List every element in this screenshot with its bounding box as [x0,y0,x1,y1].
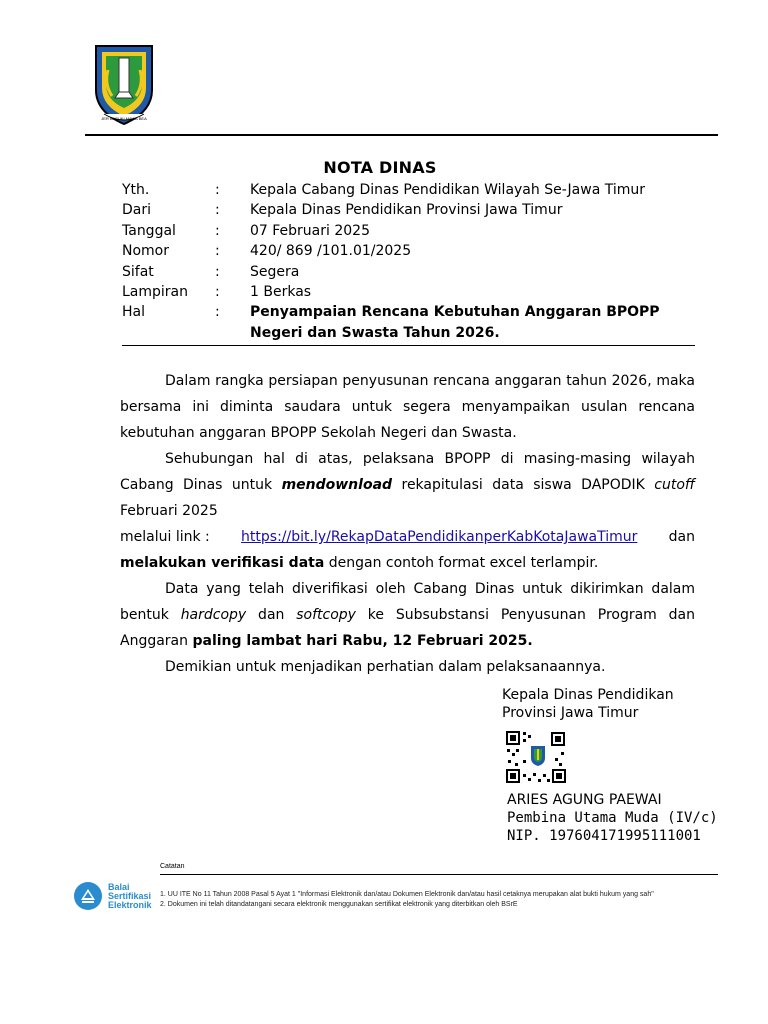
p3-text-a: Data yang telah diverifikasi oleh Cabang Dinas untuk dikirimkan dalam bentuk [120,581,695,623]
meta-value: 1 Berkas [250,284,312,301]
p2-mendownload: mendownload [281,477,393,493]
p2-text-c: rekapitulasi data siswa DAPODIK [392,477,655,493]
footer-note-2: 2. Dokumen ini telah ditandatangani secara elektronik menggunakan sertifikat elektronik yang diterbitkan oleh BSrE [160,901,518,908]
footer-divider [160,874,718,875]
page-title: NOTA DINAS [323,158,437,177]
header-divider [85,134,718,136]
p3-hardcopy: hardcopy [180,607,247,623]
p2-text-e: Februari 2025 [120,503,218,519]
signer-details [507,791,718,845]
east-java-emblem-logo [88,40,160,128]
link-prefix: melalui link : [120,529,210,545]
p3-text-c: dan [246,607,297,623]
meta-value-subject [250,302,700,343]
meta-colon: : [215,304,220,321]
meta-colon: : [215,202,220,219]
p2-text-a: Sehubungan hal di atas, pelaksana BPOPP di masing-masing wilayah Cabang Dinas untuk [120,451,695,493]
meta-label: Nomor [122,243,169,260]
link-suffix: dan [668,529,695,545]
meta-colon: : [215,222,220,239]
meta-row-nomor [122,241,700,261]
qr-code [505,730,567,784]
paragraph-3 [120,576,695,654]
memo-body [120,368,695,680]
meta-value: Kepala Cabang Dinas Pendidikan Wilayah Se-Jawa Timur [250,182,646,198]
meta-row-hal [122,302,700,343]
p3-text-e: ke Subsubstansi Penyusunan Program dan Anggaran [120,607,695,649]
meta-colon: : [215,243,220,260]
meta-label: Dari [122,202,152,219]
meta-row-sifat [122,262,700,282]
bsre-wordmark [108,883,152,910]
emblem-motto: JER BASUKI MAWA BEA [101,116,147,121]
signature-block [502,686,674,722]
meta-label: Tanggal [122,222,176,239]
signer-rank: Pembina Utama Muda (IV/c) [507,810,718,826]
meta-row-lampiran [122,282,700,302]
meta-value: 420/ 869 /101.01/2025 [250,243,412,260]
meta-label: Hal [122,304,145,321]
meta-divider [122,345,695,346]
meta-colon: : [215,182,220,198]
meta-row-dari [122,200,700,220]
bsre-text-3: Elektronik [108,900,152,910]
signer-name: ARIES AGUNG PAEWAI [507,792,662,808]
catatan-label: Catatan [160,863,185,870]
paragraph-2 [120,446,695,524]
footer-note-1: 1. UU ITE No 11 Tahun 2008 Pasal 5 Ayat 1 "Informasi Elektronik dan/atau Dokumen Elektronik dan/atau hasil cetaknya merupakan alat bukti hukum yang sah" [160,891,654,898]
p2-cutoff: cutoff [654,477,696,493]
p3-deadline: paling lambat hari Rabu, 12 Februari 2025. [192,633,533,649]
meta-value: Segera [250,263,300,280]
p2-text-g: dengan contoh format excel terlampir. [324,555,599,571]
meta-colon: : [215,284,220,301]
bsre-text-2: Sertifikasi [108,891,152,901]
subject-line-1: Penyampaian Rencana Kebutuhan Anggaran BPOPP [250,304,660,321]
link-line [120,524,695,550]
meta-row-tanggal [122,221,700,241]
footer-notes [160,890,654,910]
paragraph-2-cont [120,550,695,576]
signer-position-2: Provinsi Jawa Timur [502,705,639,721]
meta-row-yth [122,180,700,200]
subject-line-2: Negeri dan Swasta Tahun 2026. [250,324,500,341]
memo-meta [122,180,700,343]
signer-position-1: Kepala Dinas Pendidikan [502,687,674,703]
bsre-text-1: Balai [108,882,130,892]
meta-value: Kepala Dinas Pendidikan Provinsi Jawa Timur [250,202,563,219]
meta-label: Sifat [122,263,154,280]
bsre-logo-icon [72,880,104,912]
meta-value: 07 Februari 2025 [250,222,370,239]
signer-nip: NIP. 197604171995111001 [507,828,701,844]
meta-colon: : [215,263,220,280]
p2-verifikasi: melakukan verifikasi data [120,555,325,571]
paragraph-4: Demikian untuk menjadikan perhatian dalam pelaksanaannya. [165,659,606,675]
paragraph-1: Dalam rangka persiapan penyusunan rencana anggaran tahun 2026, maka bersama ini diminta saudara untuk segera menyampaikan usulan rencana kebutuhan anggaran BPOPP Sekolah Negeri dan Swasta. [120,373,695,441]
meta-label: Yth. [122,182,150,198]
rekap-data-link[interactable]: https://bit.ly/RekapDataPendidikanperKabKotaJawaTimur [241,529,638,545]
p3-softcopy: softcopy [296,607,356,623]
meta-label: Lampiran [122,284,189,301]
